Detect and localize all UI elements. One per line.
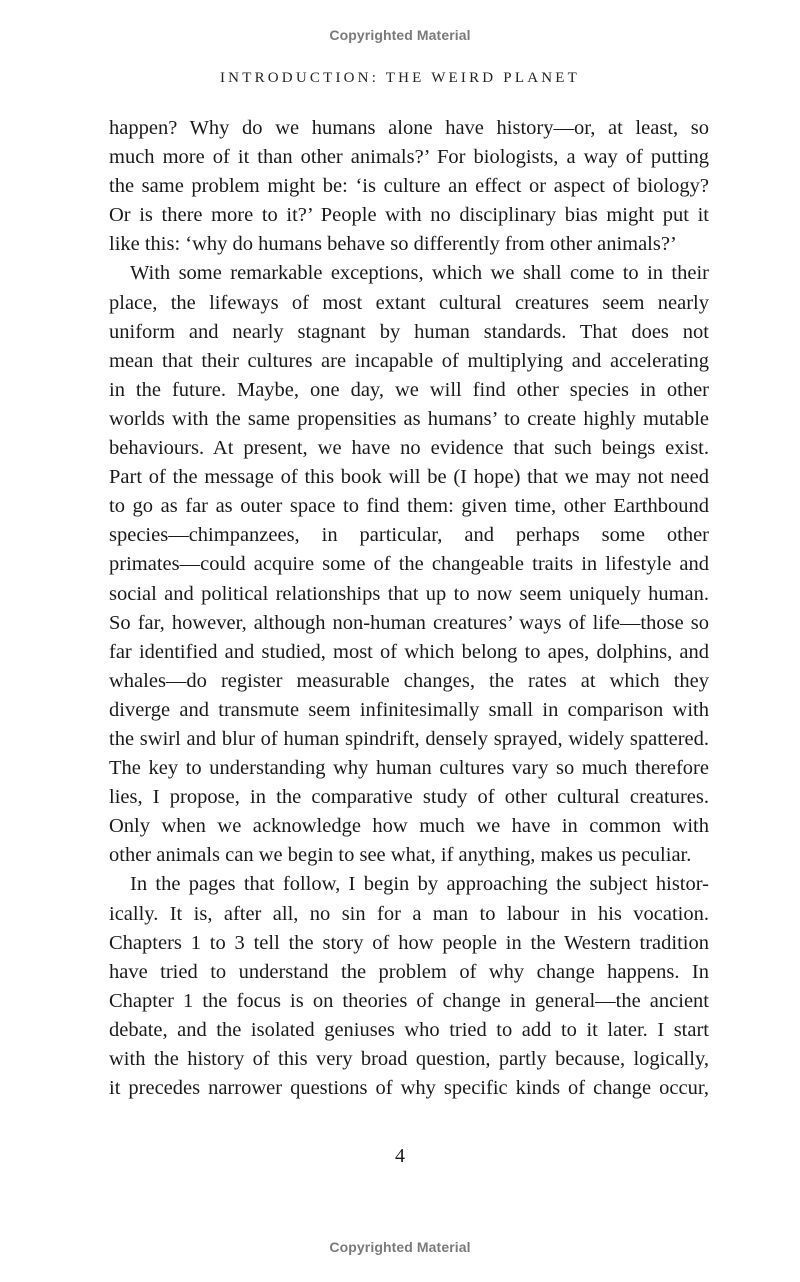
text-line: like this: ‘why do humans behave so differently from other animals?’: [109, 233, 677, 256]
text-line: behaviours. At present, we have no evidence that such beings exist.: [109, 437, 709, 460]
text-line: With some remarkable exceptions, which we shall come to in their: [130, 262, 709, 285]
text-line: whales—do register measurable changes, the rates at which they: [109, 669, 709, 692]
text-line: with the history of this very broad question, partly because, logically,: [109, 1048, 709, 1070]
text-line: happen? Why do we humans alone have history—or, at least, so: [109, 117, 709, 139]
text-line: lies, I propose, in the comparative study of other cultural creatures.: [109, 786, 709, 809]
text-line: social and political relationships that up to now seem uniquely human.: [109, 582, 709, 605]
text-line: the swirl and blur of human spindrift, densely sprayed, widely spattered.: [109, 727, 709, 750]
text-line: to go as far as outer space to find them: given time, other Earthbound: [109, 495, 709, 518]
running-header: INTRODUCTION: THE WEIRD PLANET: [219, 70, 580, 86]
text-line: In the pages that follow, I begin by approaching the subject histor-: [130, 873, 709, 896]
paragraph-3: [109, 870, 709, 1103]
text-line: far identified and studied, most of which belong to apes, dolphins, and: [109, 640, 709, 663]
text-line: ically. It is, after all, no sin for a man to labour in his vocation.: [109, 902, 709, 925]
text-line: Or is there more to it?’ People with no disciplinary bias might put it: [109, 204, 709, 227]
copyright-banner-top: Copyrighted Material: [329, 27, 471, 43]
page-number: 4: [395, 1145, 405, 1167]
text-line: it precedes narrower questions of why specific kinds of change occur,: [109, 1077, 709, 1100]
text-line: species—chimpanzees, in particular, and perhaps some other: [109, 524, 709, 547]
text-line: So far, however, although non-human creatures’ ways of life—those so: [109, 611, 709, 634]
text-line: mean that their cultures are incapable of multiplying and accelerating: [109, 349, 709, 372]
text-line: worlds with the same propensities as humans’ to create highly mutable: [109, 407, 709, 430]
text-line: diverge and transmute seem infinitesimally small in comparison with: [109, 698, 709, 721]
paragraph-2: [109, 259, 709, 870]
text-line: The key to understanding why human cultures vary so much therefore: [109, 757, 709, 780]
text-line: debate, and the isolated geniuses who tried to add to it later. I start: [109, 1018, 709, 1041]
text-line: Only when we acknowledge how much we have in common with: [109, 815, 709, 838]
paragraph-1: [109, 114, 709, 259]
text-line: Chapter 1 the focus is on theories of change in general—the ancient: [109, 989, 709, 1012]
text-line: uniform and nearly stagnant by human standards. That does not: [109, 320, 709, 343]
text-line: much more of it than other animals?’ For biologists, a way of putting: [109, 146, 709, 169]
text-line: Part of the message of this book will be (I hope) that we may not need: [109, 466, 709, 489]
text-line: place, the lifeways of most extant cultural creatures seem nearly: [109, 291, 709, 314]
text-line: primates—could acquire some of the changeable traits in lifestyle and: [109, 553, 709, 576]
copyright-banner-bottom: Copyrighted Material: [329, 1239, 471, 1255]
text-line: Chapters 1 to 3 tell the story of how people in the Western tradition: [109, 931, 709, 954]
text-line: other animals can we begin to see what, if anything, makes us peculiar.: [109, 844, 692, 867]
text-line: in the future. Maybe, one day, we will find other species in other: [109, 378, 709, 401]
body-text: [109, 114, 709, 1103]
text-line: have tried to understand the problem of why change happens. In: [109, 960, 709, 983]
text-line: the same problem might be: ‘is culture an effect or aspect of biology?: [109, 175, 709, 198]
